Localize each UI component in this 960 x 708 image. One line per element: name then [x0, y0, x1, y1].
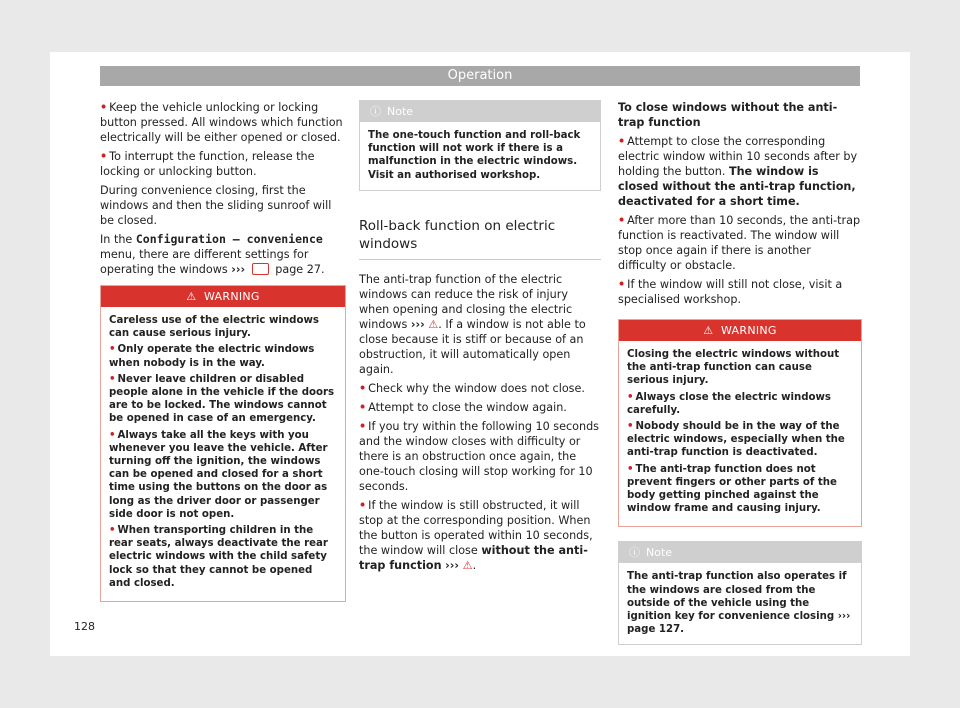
- warning-body: Closing the electric windows without the anti-trap function can cause serious injury. • Always close the electric windows carefully. • Nobody should be in the way of the electric windows, especially when the anti-trap function is deactivated. • The anti-trap function does not prevent fingers or other parts of the body getting pinched against the window frame and causing injury.: [619, 341, 861, 526]
- note-box-2: [618, 541, 862, 645]
- list-item: • After more than 10 seconds, the anti-trap function is reactivated. The window will stop once again if there is another difficulty or obstacle.: [618, 214, 861, 272]
- list-item: • Check why the window does not close.: [359, 381, 585, 395]
- page-reference[interactable]: page 127.: [627, 624, 685, 636]
- subheading: To close windows without the anti-trap function: [618, 101, 838, 129]
- note-body: The anti-trap function also operates if the windows are closed from the outside of the vehicle using the ignition key for convenience closing ››› page 127.: [627, 571, 851, 636]
- warning-box-2: [618, 319, 862, 527]
- warning-icon: ⚠: [186, 290, 197, 303]
- column-2: [359, 100, 601, 577]
- list-item: • When transporting children in the rear seats, always deactivate the rear electric windows with the child safety lock so that they cannot be opened and closed.: [109, 525, 328, 589]
- document-page: [50, 52, 910, 656]
- list-item: • The anti-trap function does not prevent fingers or other parts of the body getting pinched against the window frame and causing injury.: [627, 463, 837, 515]
- list-item: • If you try within the following 10 seconds and the window closes with difficulty or there is an obstruction once again, the one-touch closing will stop working for 10 seconds.: [359, 419, 600, 493]
- column-1: [100, 100, 346, 602]
- list-item: • Never leave children or disabled people alone in the vehicle if the doors are to be locked. The windows cannot be opened in case of an emergency.: [109, 373, 335, 425]
- warning-icon: ⚠: [462, 558, 473, 572]
- warning-icon: ⚠: [703, 324, 714, 337]
- list-item: • Nobody should be in the way of the electric windows, especially when the anti-trap function is deactivated.: [627, 421, 845, 459]
- note-header: ⓘ Note: [619, 542, 861, 563]
- warning-body: Careless use of the electric windows can cause serious injury. • Only operate the electric windows when nobody is in the way. • Never leave children or disabled people alone in the vehicle if the doors are to be locked. The windows cannot be opened in case of an emergency. • Always take all the keys with you whenever you leave the vehicle. After turning off the ignition, the windows can be opened and closed for a short time using the buttons on the door as long as the driver door or passenger side door is not open. • When transporting children in the rear seats, always deactivate the rear electric windows with the child safety lock so that they cannot be opened and closed.: [101, 307, 345, 601]
- list-item: • Always close the electric windows carefully.: [627, 391, 831, 416]
- menu-name: Configuration – convenience: [135, 232, 323, 246]
- list-item: • Only operate the electric windows when nobody is in the way.: [109, 344, 315, 369]
- note-box-1: [359, 100, 601, 191]
- info-icon: ⓘ: [629, 546, 640, 560]
- note-header: ⓘ Note: [360, 101, 600, 122]
- paragraph: During convenience closing, first the windows and then the sliding sunroof will be closed.: [100, 184, 332, 227]
- paragraph: The anti-trap function of the electric windows can reduce the risk of injury when opening and closing the electric windows ››› ⚠. If a window is not able to close because it is stiff or because of an obstruction, it will automatically open again.: [359, 272, 586, 376]
- bullet-2: • To interrupt the function, release the locking or unlocking button.: [100, 150, 315, 178]
- warning-box-1: [100, 285, 346, 602]
- warning-icon: ⚠: [428, 317, 439, 331]
- paragraph-config: In the Configuration – convenience menu, there are different settings for operating the windows ››› page 27.: [100, 232, 325, 276]
- note-body: The one-touch function and roll-back function will not work if there is a malfunction in the electric windows. Visit an authorised workshop.: [368, 130, 581, 181]
- list-item: • Attempt to close the window again.: [359, 400, 567, 414]
- list-item: • Attempt to close the corresponding electric window within 10 seconds after by holding the button. The window is closed without the anti-trap function, deactivated for a short time.: [618, 135, 858, 208]
- page-reference[interactable]: page 27.: [271, 263, 325, 276]
- book-icon: [252, 263, 269, 275]
- page-header: Operation: [100, 66, 860, 86]
- list-item: • If the window is still obstructed, it will stop at the corresponding position. When the button is operated within 10 seconds, the window will close without the anti-trap function ››› ⚠.: [359, 498, 593, 572]
- warning-header: ⚠ WARNING: [101, 286, 345, 307]
- column-3: [618, 100, 862, 645]
- section-title: Roll-back function on electric windows: [359, 217, 601, 260]
- list-item: • If the window will still not close, visit a specialised workshop.: [618, 278, 843, 306]
- warning-header: ⚠ WARNING: [619, 320, 861, 341]
- bullet-1: • Keep the vehicle unlocking or locking button pressed. All windows which function electrically will be either opened or closed.: [100, 101, 343, 144]
- list-item: • Always take all the keys with you whenever you leave the vehicle. After turning off the ignition, the windows can be opened and closed for a short time using the buttons on the door as long as the driver door or passenger side door is not open.: [109, 429, 328, 520]
- page-number: 128: [74, 620, 95, 633]
- info-icon: ⓘ: [370, 105, 381, 118]
